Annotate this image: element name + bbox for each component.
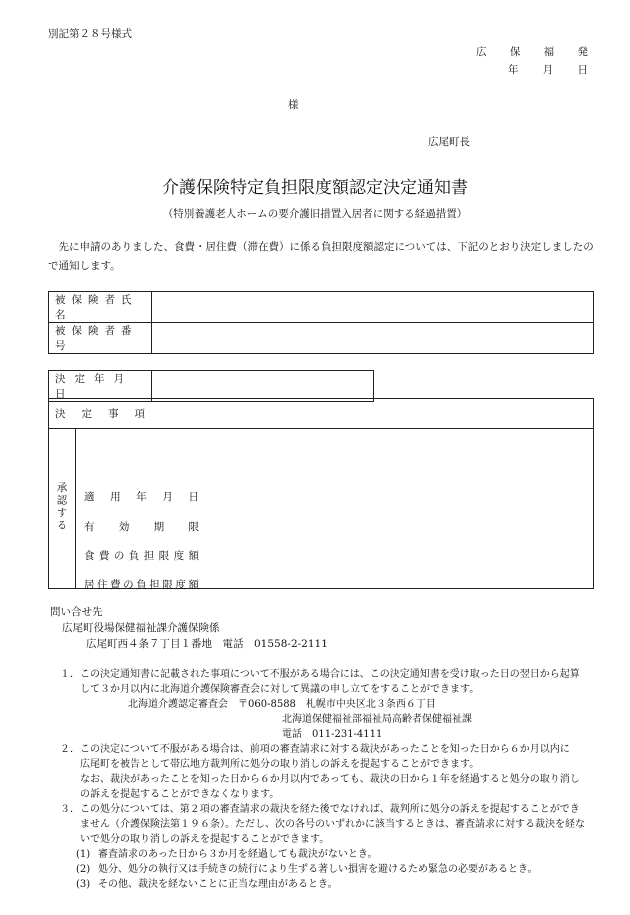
note-dept: 北海道保健福祉部福祉局高齢者保健福祉課	[282, 714, 472, 725]
issuer: 広尾町長	[428, 136, 470, 148]
housing-limit-label: 居住費の負担限度額	[84, 579, 199, 591]
list-item	[60, 862, 600, 877]
applicable-date-label: 適用年月日	[84, 491, 199, 503]
note-number: ２．	[60, 744, 80, 755]
document-date	[508, 62, 588, 77]
doc-number-part: 発	[577, 46, 588, 58]
note-tel: 電話 011-231-4111	[282, 729, 383, 740]
doc-number-part: 福	[543, 46, 555, 58]
list-item	[60, 877, 600, 892]
list-item-text: 審査請求のあった日から３か月を経過しても裁決がないとき。	[98, 849, 378, 860]
date-year: 年	[508, 64, 519, 76]
date-month: 月	[542, 64, 554, 76]
insured-number-field[interactable]	[152, 323, 594, 354]
contact-office: 広尾町役場保健福祉課介護保険係	[62, 622, 220, 634]
form-number: 別記第２８号様式	[48, 28, 132, 40]
document-title: 介護保険特定負担限度額認定決定通知書	[162, 178, 468, 198]
list-item-number: (2)	[76, 864, 91, 875]
notes-block	[60, 667, 600, 892]
document-subtitle: （特別養護老人ホームの要介護旧措置入居者に関する経過措置）	[162, 208, 468, 220]
note-text: この決定通知書に記載された事項について不服がある場合には、この決定通知書を受け取った日の翌日から起算	[80, 669, 580, 680]
note-org: 北海道介護認定審査会 〒060-8588 札幌市中央区北３条西６丁目	[128, 699, 436, 710]
intro-text: 先に申請のありました、食費・居住費（滞在費）に係る負担限度額認定については、下記のとおり決定しましたので通知します。	[48, 241, 594, 272]
decision-date-field[interactable]	[152, 371, 374, 402]
food-limit-label: 食費の負担限度額	[84, 550, 199, 562]
doc-number-part: 保	[509, 46, 521, 58]
approve-cell	[49, 429, 76, 589]
contact-block	[50, 604, 328, 652]
insured-name-label: 被保険者氏名	[49, 292, 152, 323]
note-text: ません（介護保険法第１９６条）。ただし、次の各号のいずれかに該当するときは、審査請求に対する裁決を経な	[80, 819, 585, 830]
approve-label: 承認する	[55, 482, 68, 532]
insured-number-label: 被保険者番号	[49, 323, 152, 354]
note-text: この処分については、第２項の審査請求の裁決を経た後でなければ、裁判所に処分の訴えを提起することができ	[80, 804, 580, 815]
note-number: ３．	[60, 804, 80, 815]
expiry-label: 有効期限	[84, 521, 199, 533]
document-number	[476, 44, 588, 59]
contact-address: 広尾町西４条７丁目１番地 電話 01558-2-2111	[86, 638, 328, 650]
list-item-number: (3)	[76, 879, 91, 890]
insured-name-field[interactable]	[152, 292, 594, 323]
note-text: の訴えを提起することができなくなります。	[80, 789, 280, 800]
note-sub-items	[60, 847, 600, 892]
note-text: この決定について不服がある場合は、前項の審査請求に対する裁決があったことを知った日から６か月以内に	[80, 744, 570, 755]
insured-table	[48, 291, 594, 354]
list-item	[60, 847, 600, 862]
note-text: なお、裁決があったことを知った日から６か月以内であっても、裁決の日から１年を経過すると処分の取り消し	[80, 774, 580, 785]
list-item-text: 処分、処分の執行又は手続きの続行により生ずる著しい損害を避けるため緊急の必要があるとき。	[98, 864, 538, 875]
note-text: 広尾町を被告として帯広地方裁判所に処分の取り消しの訴えを提起することができます。	[80, 759, 480, 770]
list-item-text: その他、裁決を経ないことに正当な理由があるとき。	[98, 879, 338, 890]
doc-number-part: 広	[476, 46, 487, 58]
decision-items-table	[48, 398, 594, 589]
decision-date-label: 決定年月日	[49, 371, 152, 402]
date-day: 日	[577, 64, 588, 76]
note-text: いで処分の取り消しの訴えを提起することができます。	[80, 834, 330, 845]
addressee-suffix: 様	[288, 99, 299, 111]
list-item-number: (1)	[76, 849, 91, 860]
decision-details	[76, 429, 594, 589]
decision-items-label: 決定事項	[49, 399, 594, 429]
note-number: １．	[60, 669, 80, 680]
contact-heading: 問い合せ先	[50, 606, 103, 618]
note-text: して３か月以内に北海道介護保険審査会に対して異議の申し立てをすることができます。	[80, 684, 480, 695]
